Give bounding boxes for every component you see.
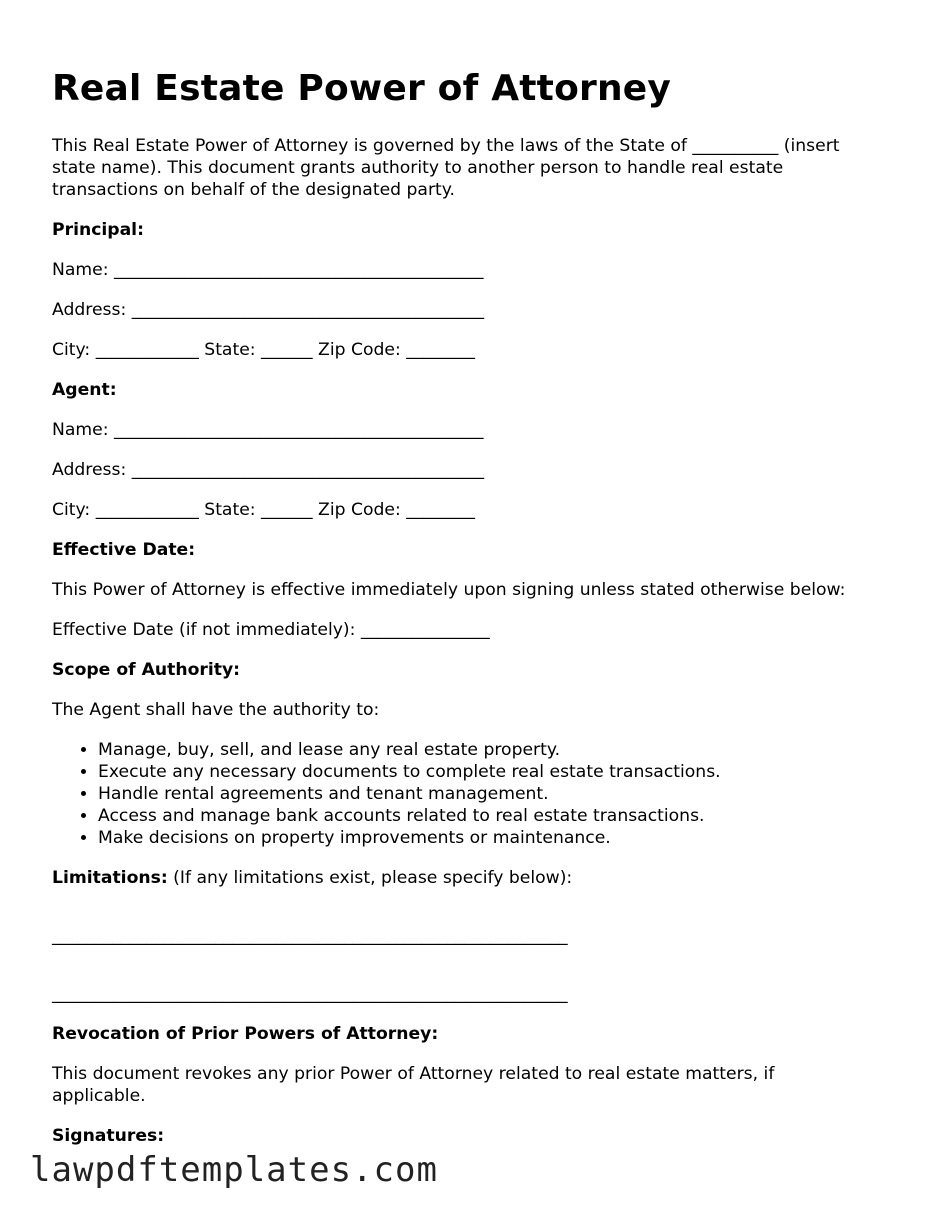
- principal-name-field: Name: ___________________________________________: [52, 260, 484, 280]
- intro-paragraph: This Real Estate Power of Attorney is governed by the laws of the State of __________ (insert state name). This document grants authority to another person to handle real estate transactions on behalf of the designated party.: [52, 136, 840, 200]
- scope-list-item: • Access and manage bank accounts related to real estate transactions.: [98, 805, 852, 827]
- revocation-text: This document revokes any prior Power of Attorney related to real estate matters, if applicable.: [52, 1064, 775, 1106]
- principal-heading: Principal:: [52, 220, 144, 240]
- scope-list: [52, 739, 852, 849]
- scope-list-item: • Handle rental agreements and tenant management.: [98, 783, 852, 805]
- agent-address-field: Address: _________________________________________: [52, 460, 485, 480]
- scope-intro: The Agent shall have the authority to:: [52, 700, 380, 720]
- limitations-heading: Limitations:: [52, 868, 168, 888]
- agent-name-field: Name: ___________________________________________: [52, 420, 484, 440]
- scope-list-item: • Execute any necessary documents to complete real estate transactions.: [98, 761, 852, 783]
- principal-address-field: Address: _________________________________________: [52, 300, 485, 320]
- limitations-paragraph: [52, 867, 852, 889]
- effective-date-field: Effective Date (if not immediately): _______________: [52, 620, 490, 640]
- signatures-heading: Signatures:: [52, 1126, 165, 1146]
- principal-city-state-zip-field: City: ____________ State: ______ Zip Code: ________: [52, 340, 475, 360]
- limitations-line-1: ____________________________________________________________: [52, 926, 568, 946]
- limitations-line-2: ____________________________________________________________: [52, 984, 568, 1004]
- agent-heading: Agent:: [52, 380, 117, 400]
- scope-list-item: • Make decisions on property improvements or maintenance.: [98, 827, 852, 849]
- revocation-heading: Revocation of Prior Powers of Attorney:: [52, 1024, 439, 1044]
- document-title: Real Estate Power of Attorney: [52, 68, 672, 109]
- agent-city-state-zip-field: City: ____________ State: ______ Zip Code: ________: [52, 500, 475, 520]
- scope-list-item: • Manage, buy, sell, and lease any real estate property.: [98, 739, 852, 761]
- scope-heading: Scope of Authority:: [52, 660, 241, 680]
- effective-date-text: This Power of Attorney is effective immediately upon signing unless stated otherwise below:: [52, 580, 846, 600]
- document-page: [52, 64, 852, 1165]
- watermark-logo: lawpdftemplates.com: [30, 1150, 438, 1190]
- effective-date-heading: Effective Date:: [52, 540, 196, 560]
- limitations-text: (If any limitations exist, please specify below):: [167, 868, 573, 888]
